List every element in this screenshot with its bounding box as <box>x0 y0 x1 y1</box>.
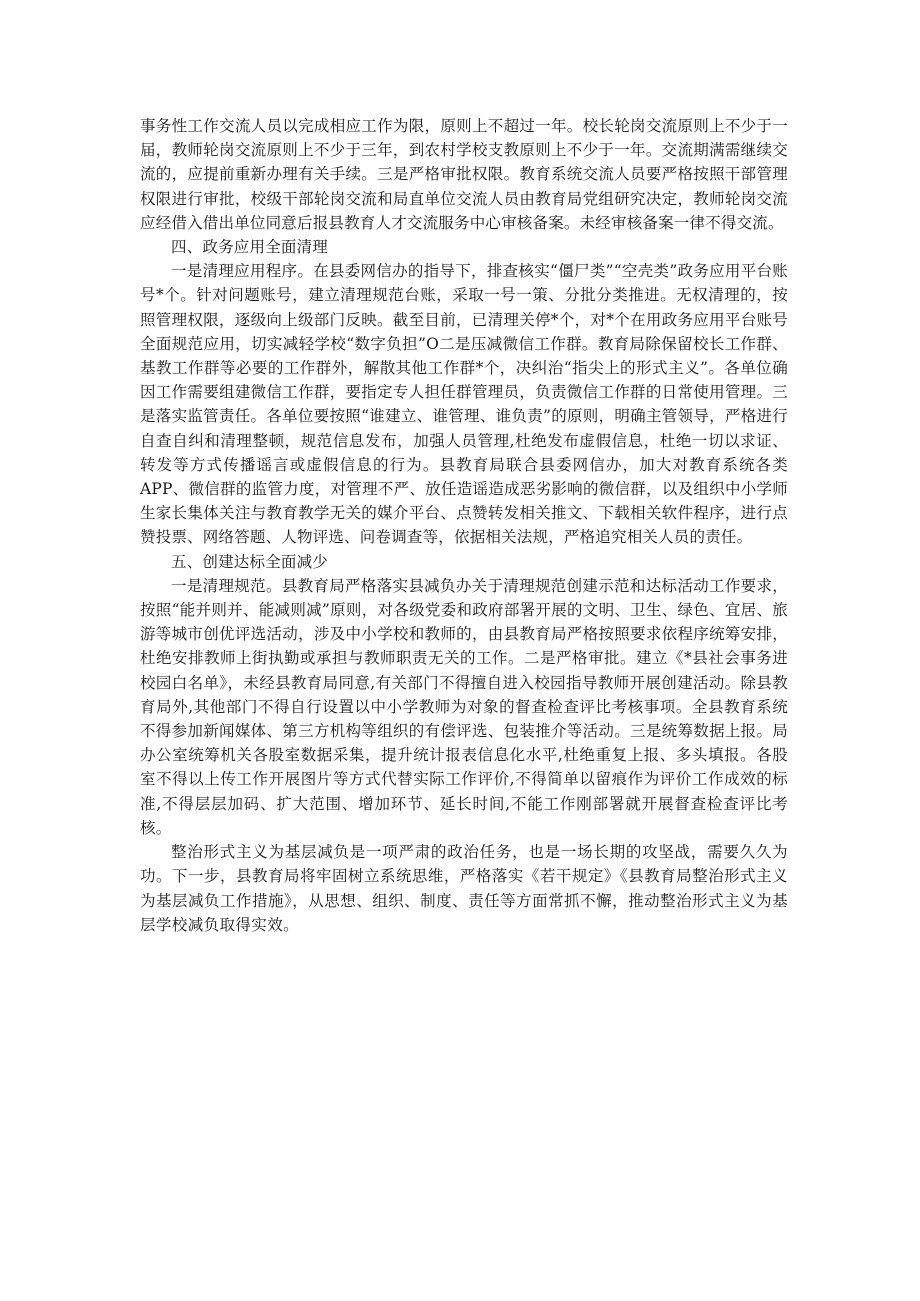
paragraph-closing: 整治形式主义为基层减负是一项严肃的政治任务，也是一场长期的攻坚战，需要久久为功。下一步，县教育局将牢固树立系统思维，严格落实《若干规定》《县教育局整治形式主义为基层减负工作措施》，从思想、组织、制度、责任等方面常抓不懈，推动整治形式主义为基层学校减负取得实效。 <box>140 843 788 934</box>
section-heading-5: 五、创建达标全面减少 <box>171 552 329 571</box>
section-heading-4: 四、政务应用全面清理 <box>171 238 329 257</box>
paragraph-continued: 事务性工作交流人员以完成相应工作为限，原则上不超过一年。校长轮岗交流原则上不少于一届，教师轮岗交流原则上不少于三年，到农村学校支教原则上不少于一年。交流期满需继续交流的，应提前重新办理有关手续。三是严格审批权限。教育系统交流人员要严格按照干部管理权限进行审批，校级干部轮岗交流和局直单位交流人员由教育局党组研究决定，教师轮岗交流应经借入借出单位同意后报县教育人才交流服务中心审核备案。未经审核备案一律不得交流。 <box>140 117 788 232</box>
paragraph-section-5: 一是清理规范。县教育局严格落实县减负办关于清理规范创建示范和达标活动工作要求，按照“能并则并、能减则减”原则，对各级党委和政府部署开展的文明、卫生、绿色、宜居、旅游等城市创优评选活动，涉及中小学校和教师的，由县教育局严格按照要求依程序统筹安排，杜绝安排教师上街执勤或承担与教师职责无关的工作。二是严格审批。建立《*县社会事务进校园白名单》，未经县教育局同意,有关部门不得擅自进入校园指导教师开展创建活动。除县教育局外,其他部门不得自行设置以中小学教师为对象的督查检查评比考核事项。全县教育系统不得参加新闻媒体、第三方机构等组织的有偿评选、包装推介等活动。三是统筹数据上报。局办公室统筹机关各股室数据采集，提升统计报表信息化水平,杜绝重复上报、多头填报。各股室不得以上传工作开展图片等方式代替实际工作评价,不得简单以留痕作为评价工作成效的标准,不得层层加码、扩大范围、增加环节、延长时间,不能工作刚部署就开展督查检查评比考核。 <box>140 576 788 837</box>
document-body <box>140 114 788 937</box>
paragraph-section-4: 一是清理应用程序。在县委网信办的指导下，排查核实“僵尸类”“空壳类”政务应用平台账号*个。针对问题账号，建立清理规范台账，采取一号一策、分批分类推进。无权清理的，按照管理权限，逐级向上级部门反映。截至目前，已清理关停*个，对*个在用政务应用平台账号全面规范应用，切实减轻学校“数字负担”O二是压减微信工作群。教育局除保留校长工作群、基教工作群等必要的工作群外，解散其他工作群*个，决纠治“指尖上的形式主义”。各单位确因工作需要组建微信工作群，要指定专人担任群管理员，负责微信工作群的日常使用管理。三是落实监管责任。各单位要按照“谁建立、谁管理、谁负责”的原则，明确主管领导，严格进行自查自纠和清理整顿，规范信息发布，加强人员管理,杜绝发布虚假信息，杜绝一切以求证、转发等方式传播谣言或虚假信息的行为。县教育局联合县委网信办，加大对教育系统各类APP、微信群的监管力度，对管理不严、放任造谣造成恶劣影响的微信群，以及组织中小学师生家长集体关注与教育教学无关的媒介平台、点赞转发相关推文、下载相关软件程序，进行点赞投票、网络答题、人物评选、问卷调查等，依据相关法规，严格追究相关人员的责任。 <box>140 262 788 547</box>
